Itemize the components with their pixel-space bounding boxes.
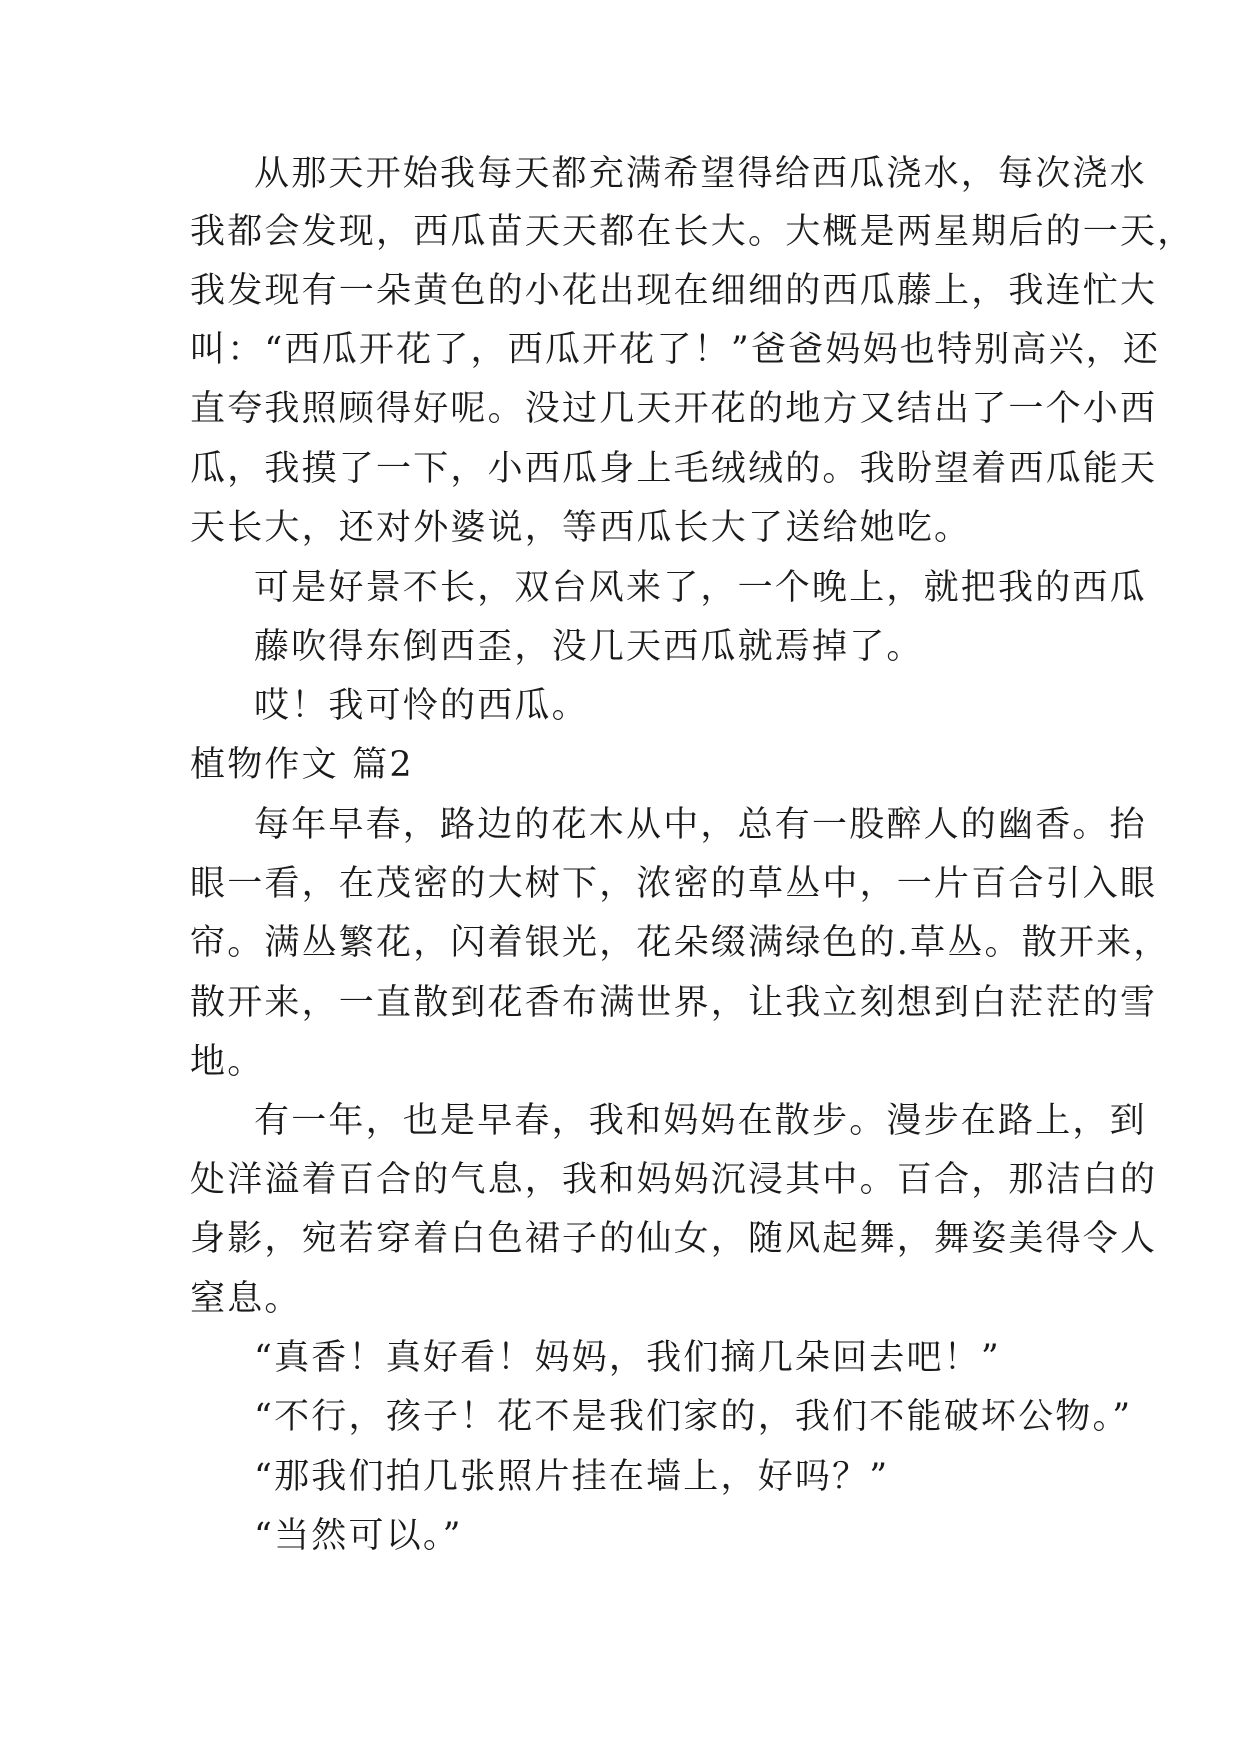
text-line: 直夸我照顾得好呢。没过几天开花的地方又结出了一个小西 xyxy=(190,389,1158,429)
text-line: 处洋溢着百合的气息，我和妈妈沉浸其中。百合，那洁白的 xyxy=(190,1160,1158,1200)
text-line: 可是好景不长，双台风来了，一个晚上，就把我的西瓜 xyxy=(254,568,1147,608)
section-heading: 植物作文 篇2 xyxy=(190,745,414,785)
text-line: 地。 xyxy=(190,1042,265,1082)
text-line: 我都会发现，西瓜苗天天都在长大。大概是两星期后的一天， xyxy=(190,212,1195,252)
dialogue-line: “不行，孩子！花不是我们家的，我们不能破坏公物。” xyxy=(254,1397,1133,1437)
dialogue-line: “真香！真好看！妈妈，我们摘几朵回去吧！” xyxy=(254,1338,1001,1378)
text-line: 有一年，也是早春，我和妈妈在散步。漫步在路上，到 xyxy=(254,1101,1147,1141)
text-line: 哎！我可怜的西瓜。 xyxy=(254,686,589,726)
text-line: 天长大，还对外婆说，等西瓜长大了送给她吃。 xyxy=(190,508,972,548)
text-line: 眼一看，在茂密的大树下，浓密的草丛中，一片百合引入眼 xyxy=(190,864,1158,904)
text-line: 每年早春，路边的花木从中，总有一股醉人的幽香。抬 xyxy=(254,805,1147,845)
dialogue-line: “当然可以。” xyxy=(254,1516,463,1556)
text-line: 散开来，一直散到花香布满世界，让我立刻想到白茫茫的雪 xyxy=(190,983,1158,1023)
dialogue-line: “那我们拍几张照片挂在墙上，好吗？” xyxy=(254,1457,890,1497)
text-line: 瓜，我摸了一下，小西瓜身上毛绒绒的。我盼望着西瓜能天 xyxy=(190,449,1158,489)
text-line: 我发现有一朵黄色的小花出现在细细的西瓜藤上，我连忙大 xyxy=(190,271,1158,311)
text-line: 身影，宛若穿着白色裙子的仙女，随风起舞，舞姿美得令人 xyxy=(190,1219,1158,1259)
text-line: 叫：“西瓜开花了，西瓜开花了！”爸爸妈妈也特别高兴，还 xyxy=(190,330,1161,370)
text-line: 从那天开始我每天都充满希望得给西瓜浇水，每次浇水 xyxy=(254,154,1147,194)
text-line: 帘。满丛繁花，闪着银光，花朵缀满绿色的.草丛。散开来， xyxy=(190,923,1171,963)
text-line: 藤吹得东倒西歪，没几天西瓜就焉掉了。 xyxy=(254,627,924,667)
text-line: 窒息。 xyxy=(190,1279,302,1319)
